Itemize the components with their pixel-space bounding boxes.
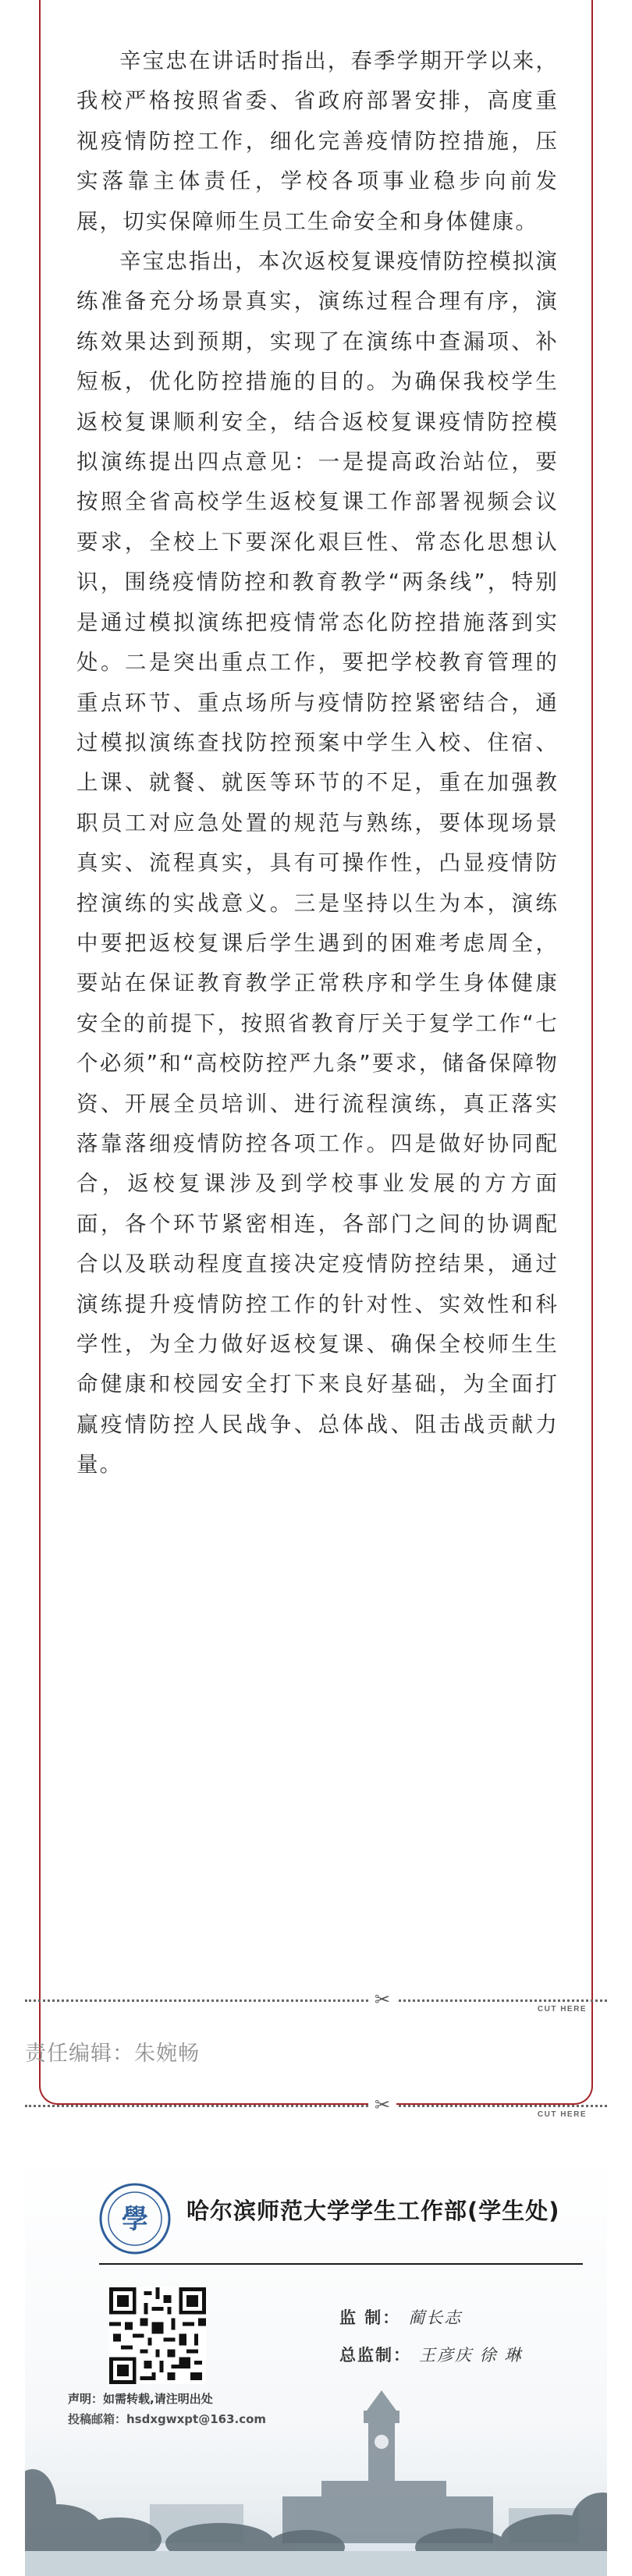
chief-supervisor-credit (339, 2343, 522, 2366)
footer-banner (25, 2157, 607, 2576)
chief-supervisor-label: 总监制： (339, 2345, 411, 2365)
cut-here-label: CUT HERE (537, 2110, 587, 2119)
scissors-icon: ✂ (368, 1989, 396, 2010)
cut-divider-bottom (25, 2094, 607, 2120)
campus-scene-image (25, 2387, 607, 2576)
chief-supervisor-name: 王彦庆 徐 琳 (419, 2346, 523, 2365)
cut-here-label: CUT HERE (537, 2005, 587, 2014)
responsible-editor: 责任编辑：朱婉畅 (25, 2042, 200, 2066)
article-paragraph-2: 辛宝忠指出，本次返校复课疫情防控模拟演练准备充分场景真实，演练过程合理有序，演练效果达到预期，实现了在演练中查漏项、补短板，优化防控措施的目的。为确保我校学生返校复课顺利安全，结合返校复课疫情防控模拟演练提出四点意见：一是提高政治站位，要按照全省高校学生返校复课工作部署视频会议要求，全校上下要深化艰巨性、常态化思想认识，围绕疫情防控和教育教学“两条线”，特别是通过模拟演练把疫情常态化防控措施落到实处。二是突出重点工作，要把学校教育管理的重点环节、重点场所与疫情防控紧密结合，通过模拟演练查找防控预案中学生入校、住宿、上课、就餐、就医等环节的不足，重在加强教职员工对应急处置的规范与熟练，要体现场景真实、流程真实，具有可操作性，凸显疫情防控演练的实战意义。三是坚持以生为本，演练中要把返校复课后学生遇到的困难考虑周全，要站在保证教育教学正常秩序和学生身体健康安全的前提下，按照省教育厅关于复学工作“七个必须”和“高校防控严九条”要求，储备保障物资、开展全员培训、进行流程演练，真正落实落靠落细疫情防控各项工作。四是做好协同配合，返校复课涉及到学校事业发展的方方面面，各个环节紧密相连，各部门之间的协调配合以及联动程度直接决定疫情防控结果，通过演练提升疫情防控工作的针对性、实效性和科学性，为全力做好返校复课、确保全校师生生命健康和校园安全打下来良好基础，为全面打赢疫情防控人民战争、总体战、阻击战贡献力量。 (76, 249, 559, 1478)
supervisor-name: 蔺长志 (408, 2308, 463, 2327)
org-underline (99, 2263, 583, 2265)
org-name: 哈尔滨师范大学学生工作部(学生处) (186, 2198, 560, 2224)
supervisor-credit (339, 2305, 462, 2329)
supervisor-label: 监 制： (339, 2308, 401, 2327)
article-body (76, 41, 559, 1485)
logo-char: 學 (122, 2204, 148, 2235)
dotted-line (25, 1999, 607, 2002)
cut-divider-top (25, 1989, 607, 2015)
dotted-line (25, 2105, 607, 2107)
qr-code (109, 2287, 206, 2384)
university-logo-icon (99, 2183, 171, 2255)
article-paragraph-1: 辛宝忠在讲话时指出，春季学期开学以来，我校严格按照省委、省政府部署安排，高度重视疫情防控工作，细化完善疫情防控措施，压实落靠主体责任，学校各项事业稳步向前发展，切实保障师生员工生命安全和身体健康。 (76, 48, 559, 234)
article-card (39, 0, 593, 2105)
scissors-icon: ✂ (368, 2094, 396, 2116)
